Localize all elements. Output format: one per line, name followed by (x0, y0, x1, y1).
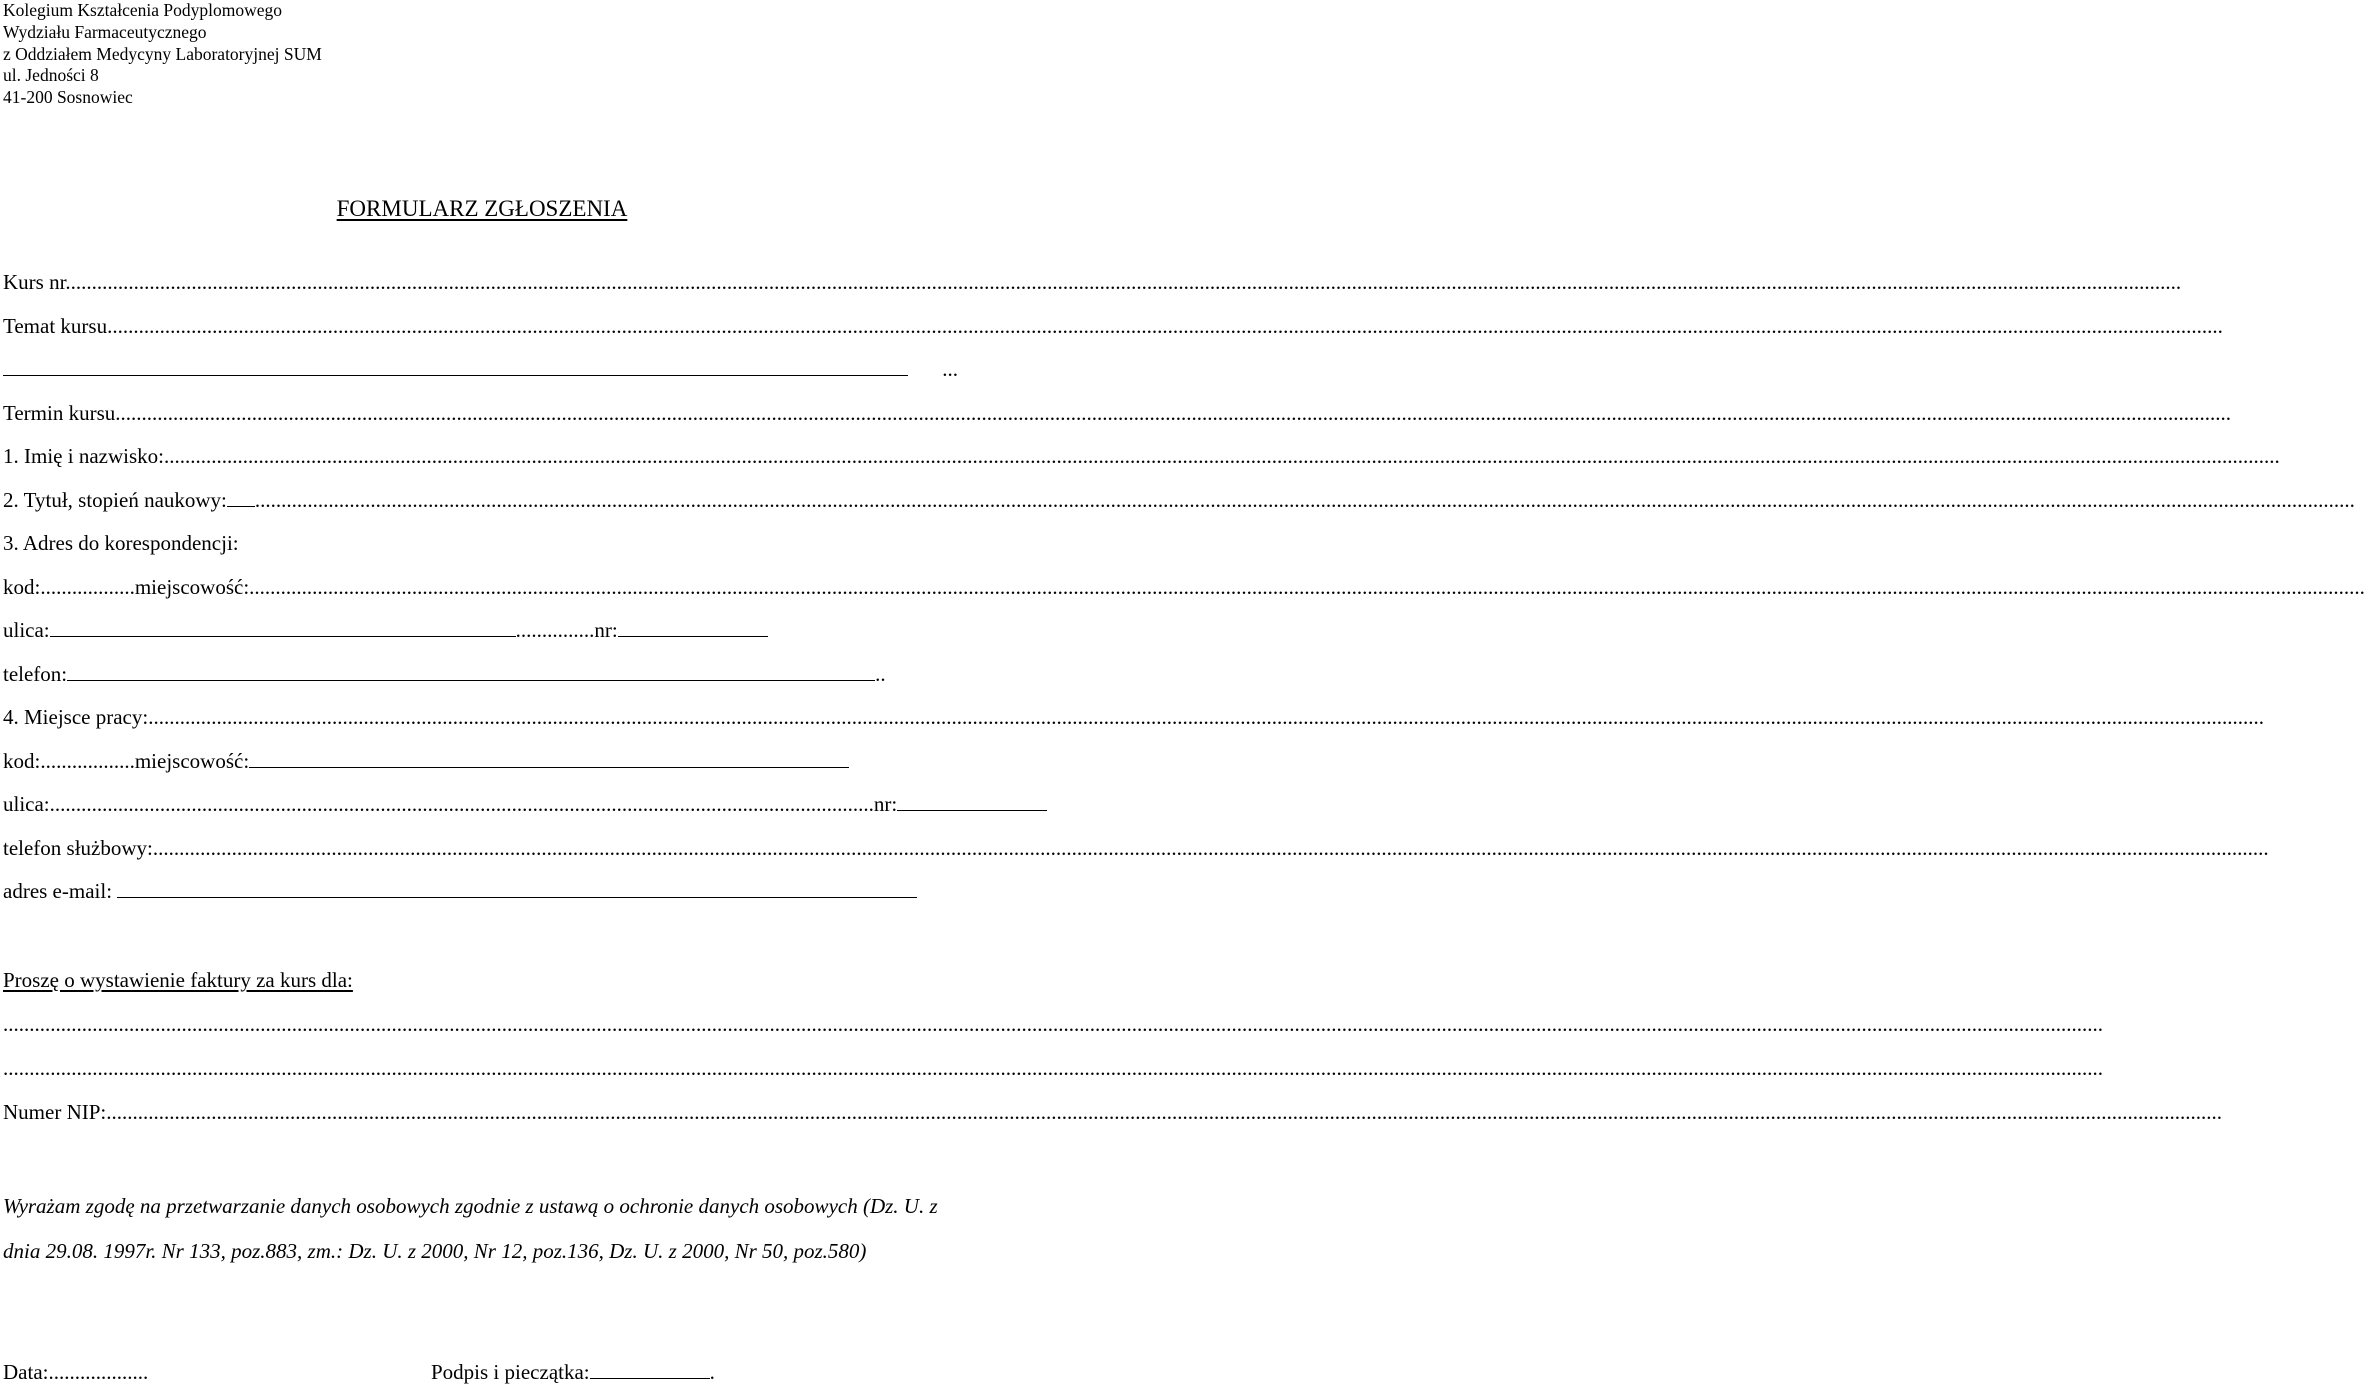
work-street-dots: .......................................................................................................................................................... (65, 792, 874, 816)
course-topic-cont-field[interactable] (3, 355, 958, 399)
work-phone-dots: ................................................................................................................................................................................................................................................................................................................................................................................................................ (168, 835, 2269, 860)
nip-field[interactable] (3, 1100, 2222, 1125)
code-dots: ............... (56, 574, 135, 599)
course-no-label: Kurs nr... (3, 270, 82, 294)
work-city-underline (249, 747, 958, 791)
course-topic-label: Temat kursu... (3, 313, 123, 338)
signature-label: Podpis i pieczątka: (431, 1360, 590, 1384)
name-dots: ................................................................................................................................................................................................................................................................................................................................................................................................................ (179, 444, 2280, 468)
phone-dots: .. (875, 661, 886, 686)
phone-field[interactable] (3, 660, 958, 704)
name-field[interactable] (3, 442, 2280, 486)
number-label: nr: (594, 618, 618, 642)
workplace-dots: ................................................................................................................................................................................................................................................................................................................................................................................................................ (163, 705, 2264, 729)
city-dots: ................................................................................................................................................................................................................................................................................................................................................................................................................ (264, 574, 2365, 599)
signature-underline: . (590, 1360, 715, 1384)
header-line-3: z Oddziałem Medycyny Laboratoryjnej SUM (3, 43, 322, 64)
course-topic-cont-underline (3, 355, 942, 399)
invoice-heading: Proszę o wystawienie faktury za kurs dla: (3, 968, 353, 992)
address-code-city-field[interactable] (3, 573, 2365, 617)
name-label: 1. Imię i nazwisko:... (3, 444, 180, 468)
course-no-dots: ................................................................................................................................................................................................................................................................................................................................................................................................................ (81, 270, 2182, 294)
workplace-field[interactable] (3, 703, 2264, 747)
signature-field[interactable] (431, 1360, 715, 1385)
consent-statement: Wyrażam zgodę na przetwarzanie danych osobowych zgodnie z ustawą o ochronie danych osobowych (Dz. U. z dnia 29.08. 1997r. Nr 133, poz.883, zm.: Dz. U. z 2000, Nr 12, poz.136, Dz. U. z 2000, Nr 50, poz.580) (3, 1194, 938, 1263)
phone-underline (67, 660, 875, 704)
degree-label: 2. Tytuł, stopień naukowy: (3, 487, 227, 512)
work-code-label: kod:... (3, 748, 57, 773)
course-topic-field[interactable] (3, 312, 2223, 356)
nip-dots: ................................................................................................................................................................................................................................................................................................................................................................................................................ (122, 1100, 2222, 1124)
header-line-4: ul. Jedności 8 (3, 65, 99, 86)
work-street-field[interactable] (3, 790, 958, 834)
work-number-label: nr: (873, 792, 898, 816)
street-underline (50, 616, 516, 660)
street-dots: ............... (515, 618, 595, 642)
degree-underline (227, 486, 255, 530)
institution-header (3, 0, 322, 109)
date-dots: ................ (64, 1360, 149, 1384)
course-date-label: Termin kursu... (3, 400, 132, 425)
degree-field[interactable] (3, 486, 2355, 530)
degree-dots: ................................................................................................................................................................................................................................................................................................................................................................................................................ (254, 487, 2355, 512)
address-heading: 3. Adres do korespondencji: (3, 531, 239, 555)
email-underline (112, 877, 958, 921)
workplace-label: 4. Miejsce pracy:... (3, 705, 164, 729)
address-heading-row (3, 529, 958, 573)
work-code-city-field[interactable] (3, 747, 958, 791)
city-label: miejscowość:... (134, 574, 265, 599)
street-label: ulica: (3, 618, 50, 642)
header-line-1: Kolegium Kształcenia Podyplomowego (3, 0, 282, 20)
work-phone-label: telefon służbowy:... (3, 835, 169, 860)
nip-label: Numer NIP:... (3, 1100, 122, 1124)
course-date-field[interactable] (3, 399, 2232, 443)
course-topic-cont-dots: ... (942, 357, 958, 381)
date-field[interactable] (3, 1360, 148, 1385)
code-label: kod:... (3, 574, 57, 599)
work-phone-field[interactable] (3, 834, 2269, 878)
invoice-line-2[interactable]: ................................................................................................................................................................................................................................................................................................................................................................................................................ (3, 1056, 2103, 1080)
work-street-label: ulica:... (3, 792, 66, 816)
number-underline (618, 616, 958, 660)
course-no-field[interactable] (3, 268, 2182, 312)
course-date-dots: ................................................................................................................................................................................................................................................................................................................................................................................................................ (131, 400, 2232, 425)
phone-label: telefon: (3, 661, 68, 686)
form-fields (3, 268, 2365, 921)
page-title: FORMULARZ ZGŁOSZENIA (336, 196, 628, 221)
email-field[interactable] (3, 877, 958, 921)
work-number-underline (897, 790, 1047, 834)
date-label: Data:... (3, 1360, 65, 1384)
header-line-5: 41-200 Sosnowiec (3, 87, 133, 108)
email-label: adres e-mail: (3, 879, 113, 903)
work-code-dots: ............... (56, 748, 135, 773)
invoice-line-1[interactable]: ................................................................................................................................................................................................................................................................................................................................................................................................................ (3, 1012, 2103, 1036)
address-street-field[interactable] (3, 616, 958, 660)
header-line-2: Wydziału Farmaceutycznego (3, 21, 207, 42)
course-topic-dots: ................................................................................................................................................................................................................................................................................................................................................................................................................ (122, 313, 2223, 338)
work-city-label: miejscowość: (134, 748, 250, 773)
